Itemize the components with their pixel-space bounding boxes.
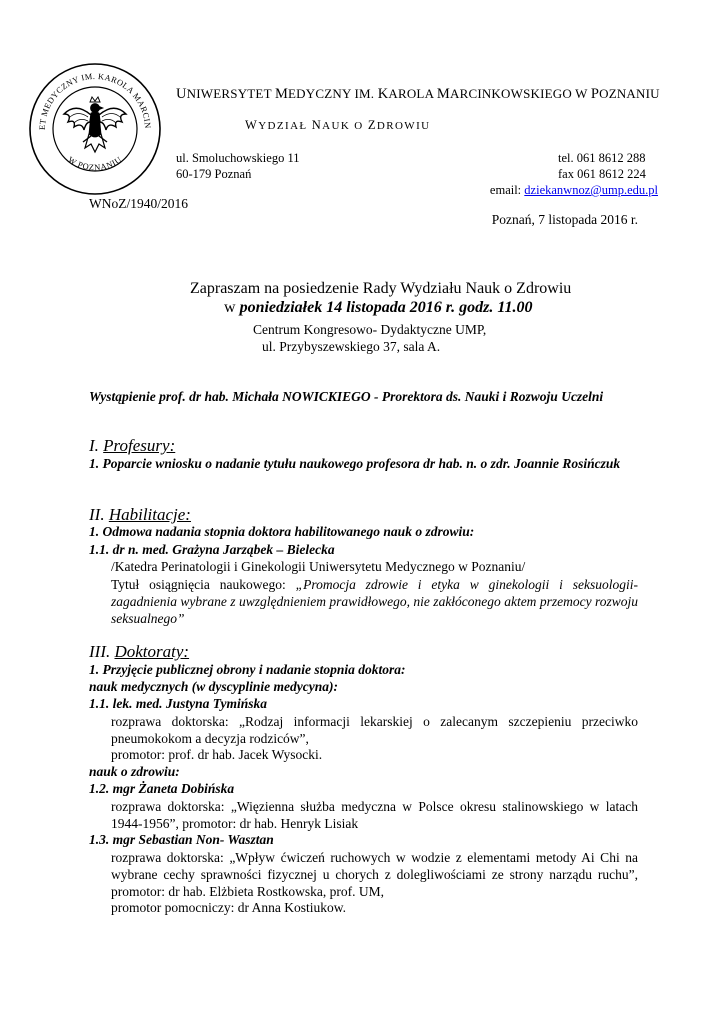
doctorate-aux-promoter-3: promotor pomocniczy: dr Anna Kostiukow.	[111, 900, 346, 915]
email-label: email:	[489, 183, 525, 197]
section-doctorates-heading: III. Doktoraty:	[89, 642, 190, 661]
contact-email	[490, 182, 658, 198]
doctorate-subheading: 1. Przyjęcie publicznej obrony i nadanie stopnia doktora:	[89, 662, 406, 677]
address-street: ul. Smoluchowskiego 11	[176, 151, 300, 165]
meeting-venue: Centrum Kongresowo- Dydaktyczne UMP,	[253, 322, 487, 337]
doctorate-person-3: 1.3. mgr Sebastian Non- Wasztan	[89, 832, 274, 847]
address-city: 60-179 Poznań	[176, 167, 252, 181]
seal-text-top: ET MEDYCZNY IM. KAROLA MARCIN	[37, 71, 153, 131]
speech-item: Wystąpienie prof. dr hab. Michała NOWICKIEGO - Prorektora ds. Nauki i Rozwoju Uczelni	[89, 389, 604, 404]
habilitation-subheading: 1. Odmowa nadania stopnia doktora habilitowanego nauk o zdrowiu:	[89, 524, 475, 539]
eagle-icon	[64, 97, 126, 152]
reference-number: WNoZ/1940/2016	[89, 196, 188, 211]
faculty-name: WYDZIAŁ NAUK O ZDROWIU	[245, 118, 431, 132]
seal-text-bottom: W POZNANIU	[66, 154, 124, 173]
doctorate-thesis-1: rozprawa doktorska: „Rodzaj informacji lekarskiej o zalecanym szczepieniu przeciwko pneumokokom a decyzja rodziców”,	[111, 714, 638, 747]
svg-text:W POZNANIU	[66, 155, 123, 172]
doctorate-thesis-2: rozprawa doktorska: „Więzienna służba medyczna w Polsce okresu stalinowskiego w latach 1944-1956”, promotor: dr hab. Henryk Lisiak	[111, 799, 638, 832]
section-habilitations-heading: II. Habilitacje:	[89, 505, 191, 524]
contact-fax: fax 061 8612 224	[558, 167, 646, 181]
university-name: UNIWERSYTET MEDYCZNY IM. KAROLA MARCINKOWSKIEGO W POZNANIU	[176, 86, 660, 102]
contact-tel: tel. 061 8612 288	[558, 151, 646, 165]
invitation-line: Zapraszam na posiedzenie Rady Wydziału Nauk o Zdrowiu	[190, 280, 572, 297]
meeting-address: ul. Przybyszewskiego 37, sala A.	[262, 339, 441, 354]
doctorate-person-2: 1.2. mgr Żaneta Dobińska	[89, 781, 235, 796]
field-health-sciences: nauk o zdrowiu:	[89, 764, 180, 779]
university-seal	[28, 62, 162, 196]
professorship-item: 1. Poparcie wniosku o nadanie tytułu naukowego profesora dr hab. n. o zdr. Joannie Rosińczuk	[89, 456, 621, 471]
email-link[interactable]: dziekanwnoz@ump.edu.pl	[524, 183, 658, 197]
habilitation-unit: /Katedra Perinatologii i Ginekologii Uniwersytetu Medycznego w Poznaniu/	[111, 559, 526, 574]
doctorate-promoter-1: promotor: prof. dr hab. Jacek Wysocki.	[111, 747, 323, 762]
meeting-datetime: w poniedziałek 14 listopada 2016 r. godz. 11.00	[224, 299, 533, 316]
section-professorships-heading: I. Profesury:	[89, 436, 176, 455]
field-medical-sciences: nauk medycznych (w dyscyplinie medycyna):	[89, 679, 338, 694]
habilitation-achievement: Tytuł osiągnięcia naukowego: „Promocja zdrowie i etyka w ginekologii i seksuologii- zagadnienia wybrane z uwzględnieniem prawidłowego, nie zakłóconego aktem przemocy rozwoju seksualnego”	[111, 577, 638, 627]
document-date: Poznań, 7 listopada 2016 r.	[491, 212, 638, 227]
habilitation-person: 1.1. dr n. med. Grażyna Jarząbek – Bielecka	[89, 542, 335, 557]
doctorate-person-1: 1.1. lek. med. Justyna Tymińska	[89, 696, 267, 711]
doctorate-thesis-3: rozprawa doktorska: „Wpływ ćwiczeń ruchowych w wodzie z elementami metody Ai Chi na wybrane cechy sprawności fizycznej u chorych z dolegliwościami ze strony narządu ruchu”, promotor: dr hab. Elżbieta Rostkowska, prof. UM,	[111, 850, 638, 900]
